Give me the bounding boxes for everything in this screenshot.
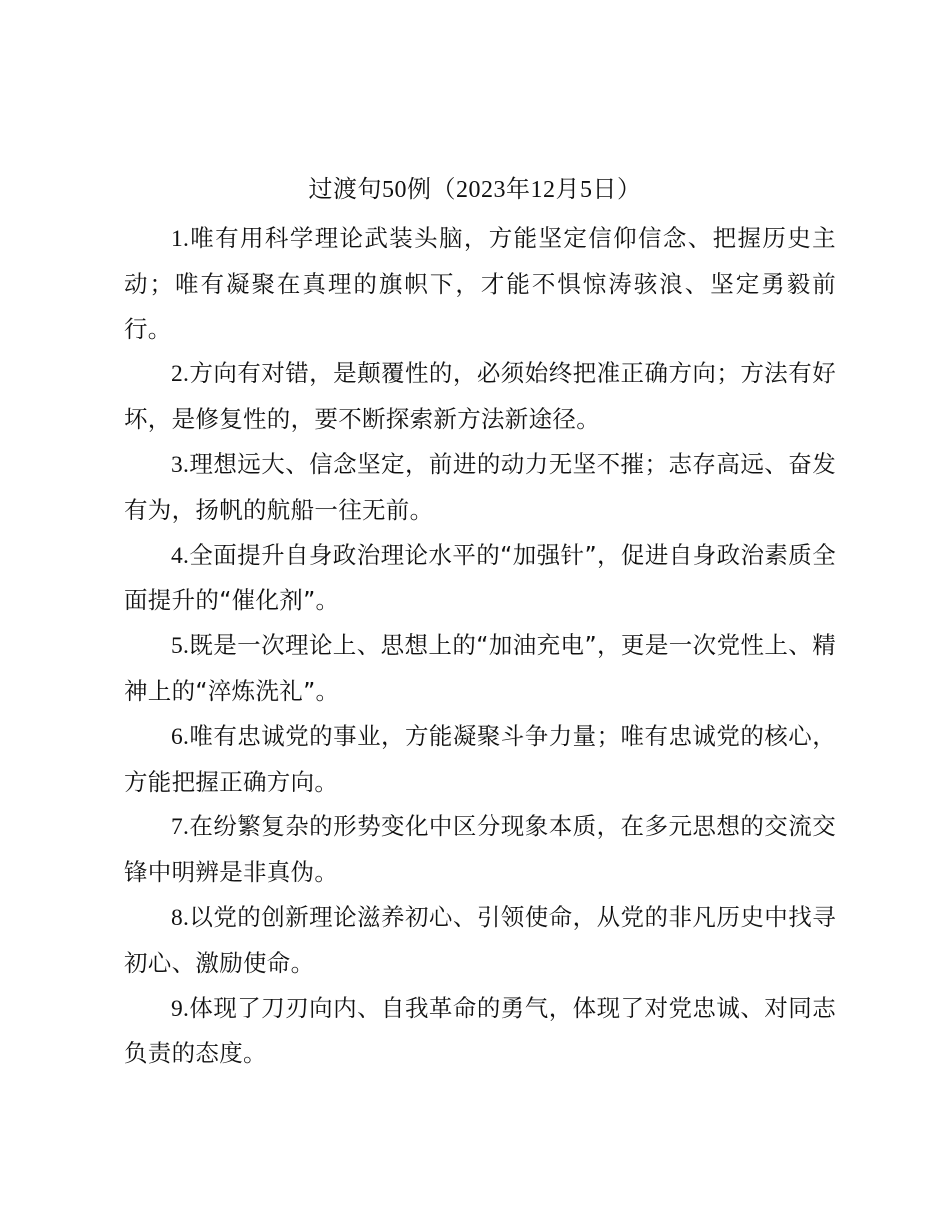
- paragraph-text: 理想远大、信念坚定，前进的动力无坚不摧；志存高远、奋发有为，扬帆的航船一往无前。: [124, 449, 836, 524]
- paragraph-number: 6.: [171, 723, 190, 750]
- paragraph-text: 体现了刀刃向内、自我革命的勇气，体现了对党忠诚、对同志负责的态度。: [124, 993, 836, 1068]
- paragraph-4: [124, 533, 836, 624]
- paragraph-number: 8.: [171, 904, 190, 931]
- paragraph-number: 5.: [171, 633, 190, 660]
- paragraph-8: [124, 895, 836, 986]
- document-body: [124, 216, 836, 1076]
- paragraph-text: 既是一次理论上、思想上的“加油充电”，更是一次党性上、精神上的“淬炼洗礼”。: [124, 631, 836, 705]
- paragraph-number: 1.: [171, 226, 190, 252]
- document-title: 过渡句50例（2023年12月5日）: [308, 177, 642, 203]
- paragraph-text: 唯有忠诚党的事业，方能凝聚斗争力量；唯有忠诚党的核心，方能把握正确方向。: [124, 721, 836, 796]
- paragraph-number: 4.: [171, 542, 190, 569]
- paragraph-number: 2.: [171, 361, 190, 388]
- paragraph-text: 方向有对错，是颠覆性的，必须始终把准正确方向；方法有好坏，是修复性的，要不断探索新方法新途径。: [124, 359, 836, 434]
- paragraph-number: 9.: [171, 995, 190, 1022]
- paragraph-2: [124, 351, 836, 442]
- paragraph-9: [124, 986, 836, 1077]
- paragraph-number: 7.: [171, 814, 190, 841]
- paragraph-text: 在纷繁复杂的形势变化中区分现象本质，在多元思想的交流交锋中明辨是非真伪。: [124, 812, 836, 887]
- paragraph-text: 唯有用科学理论武装头脑，方能坚定信仰信念、把握历史主动；唯有凝聚在真理的旗帜下，才能不惧惊涛骇浪、坚定勇毅前行。: [124, 224, 836, 343]
- paragraph-1: [124, 216, 836, 351]
- paragraph-number: 3.: [171, 451, 190, 478]
- paragraph-7: [124, 804, 836, 895]
- paragraph-text: 以党的创新理论滋养初心、引领使命，从党的非凡历史中找寻初心、激励使命。: [124, 902, 836, 977]
- paragraph-text: 全面提升自身政治理论水平的“加强针”，促进自身政治素质全面提升的“催化剂”。: [124, 540, 836, 615]
- paragraph-6: [124, 714, 836, 805]
- paragraph-5: [124, 623, 836, 714]
- paragraph-3: [124, 442, 836, 533]
